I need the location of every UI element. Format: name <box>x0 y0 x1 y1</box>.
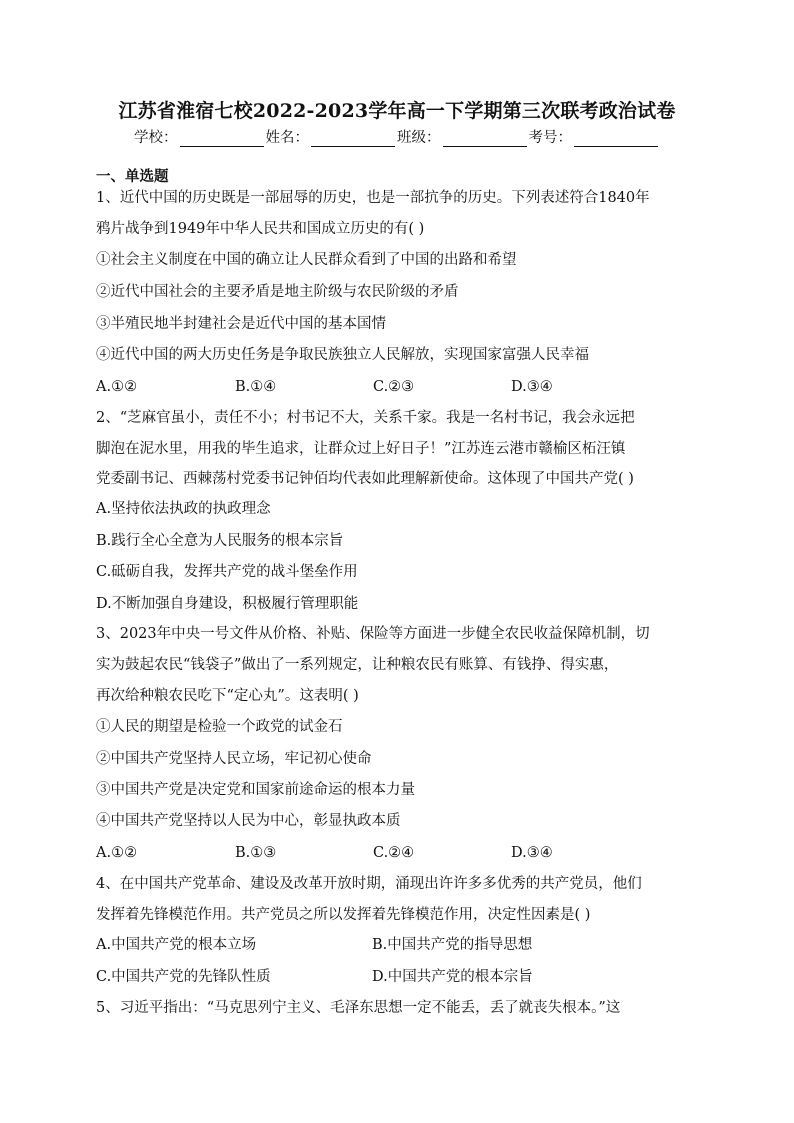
q3-option-a: A.①② <box>96 845 138 861</box>
q1-statement: ④近代中国的两大历史任务是争取民族独立人民解放，实现国家富强人民幸福 <box>96 347 589 363</box>
q2-stem-line: 2、“芝麻官虽小，责任不小；村书记不大，关系千家。我是一名村书记，我会永远把 <box>96 410 635 426</box>
class-label: 班级： <box>397 130 441 146</box>
q1-stem-line: 鸦片战争到1949年中华人民共和国成立历史的有( ) <box>96 221 425 237</box>
q2-option-a: A.坚持依法执政的执政理念 <box>96 501 271 517</box>
q3-statement: ③中国共产党是决定党和国家前途命运的根本力量 <box>96 782 415 798</box>
q3-option-c: C.②④ <box>373 845 415 861</box>
q4-stem-line: 4、在中国共产党革命、建设及改革开放时期，涌现出许许多多优秀的共产党员，他们 <box>96 876 642 892</box>
exam-number-label: 考号： <box>528 130 572 146</box>
q3-stem-line: 再次给种粮农民吃下“定心丸”。这表明( ) <box>96 688 359 704</box>
q3-statement: ①人民的期望是检验一个政党的试金石 <box>96 719 343 735</box>
q2-stem-line: 党委副书记、西棘荡村党委书记钟佰均代表如此理解新使命。这体现了中国共产党( ) <box>96 471 634 487</box>
q3-stem-line: 3、2023年中央一号文件从价格、补贴、保险等方面进一步健全农民收益保障机制，切 <box>96 626 650 642</box>
q2-option-b: B.践行全心全意为人民服务的根本宗旨 <box>96 533 344 549</box>
q1-statement: ②近代中国社会的主要矛盾是地主阶级与农民阶级的矛盾 <box>96 284 459 300</box>
q1-statement: ③半殖民地半封建社会是近代中国的基本国情 <box>96 316 386 332</box>
q1-option-b: B.①④ <box>235 379 277 395</box>
q4-option-b: B.中国共产党的指导思想 <box>372 937 533 953</box>
q3-option-b: B.①③ <box>235 845 277 861</box>
q2-option-c: C.砥砺自我，发挥共产党的战斗堡垒作用 <box>96 564 358 580</box>
q2-option-d: D.不断加强自身建设，积极履行管理职能 <box>96 596 359 612</box>
class-blank <box>443 131 527 147</box>
q3-option-d: D.③④ <box>511 845 553 861</box>
q3-stem-line: 实为鼓起农民“钱袋子”做出了一系列规定，让种粮农民有账算、有钱挣、得实惠， <box>96 657 619 673</box>
q4-option-d: D.中国共产党的根本宗旨 <box>372 969 533 985</box>
q4-stem-line: 发挥着先锋模范作用。共产党员之所以发挥着先锋模范作用，决定性因素是( ) <box>96 907 591 923</box>
student-info-line <box>0 126 794 147</box>
q1-option-c: C.②③ <box>373 379 415 395</box>
q1-option-d: D.③④ <box>511 379 553 395</box>
exam-title: 江苏省淮宿七校2022-2023学年高一下学期第三次联考政治试卷 <box>118 100 676 122</box>
q4-option-a: A.中国共产党的根本立场 <box>96 937 257 953</box>
school-blank <box>180 131 264 147</box>
q1-option-a: A.①② <box>96 379 138 395</box>
section-title: 一、单选题 <box>96 168 169 185</box>
name-label: 姓名： <box>265 130 309 146</box>
q2-stem-line: 脚泡在泥水里，用我的毕生追求，让群众过上好日子！”江苏连云港市赣榆区柘汪镇 <box>96 441 626 457</box>
q1-statement: ①社会主义制度在中国的确立让人民群众看到了中国的出路和希望 <box>96 252 517 268</box>
q4-option-c: C.中国共产党的先锋队性质 <box>96 969 271 985</box>
q5-stem-line: 5、习近平指出：“马克思列宁主义、毛泽东思想一定不能丢，丢了就丧失根本。”这 <box>96 1000 621 1016</box>
school-label: 学校： <box>134 130 178 146</box>
exam-number-blank <box>574 131 658 147</box>
name-blank <box>311 131 395 147</box>
q3-statement: ②中国共产党坚持人民立场，牢记初心使命 <box>96 751 372 767</box>
q3-statement: ④中国共产党坚持以人民为中心，彰显执政本质 <box>96 813 401 829</box>
q1-stem-line: 1、近代中国的历史既是一部屈辱的历史，也是一部抗争的历史。下列表述符合1840年 <box>96 190 650 206</box>
